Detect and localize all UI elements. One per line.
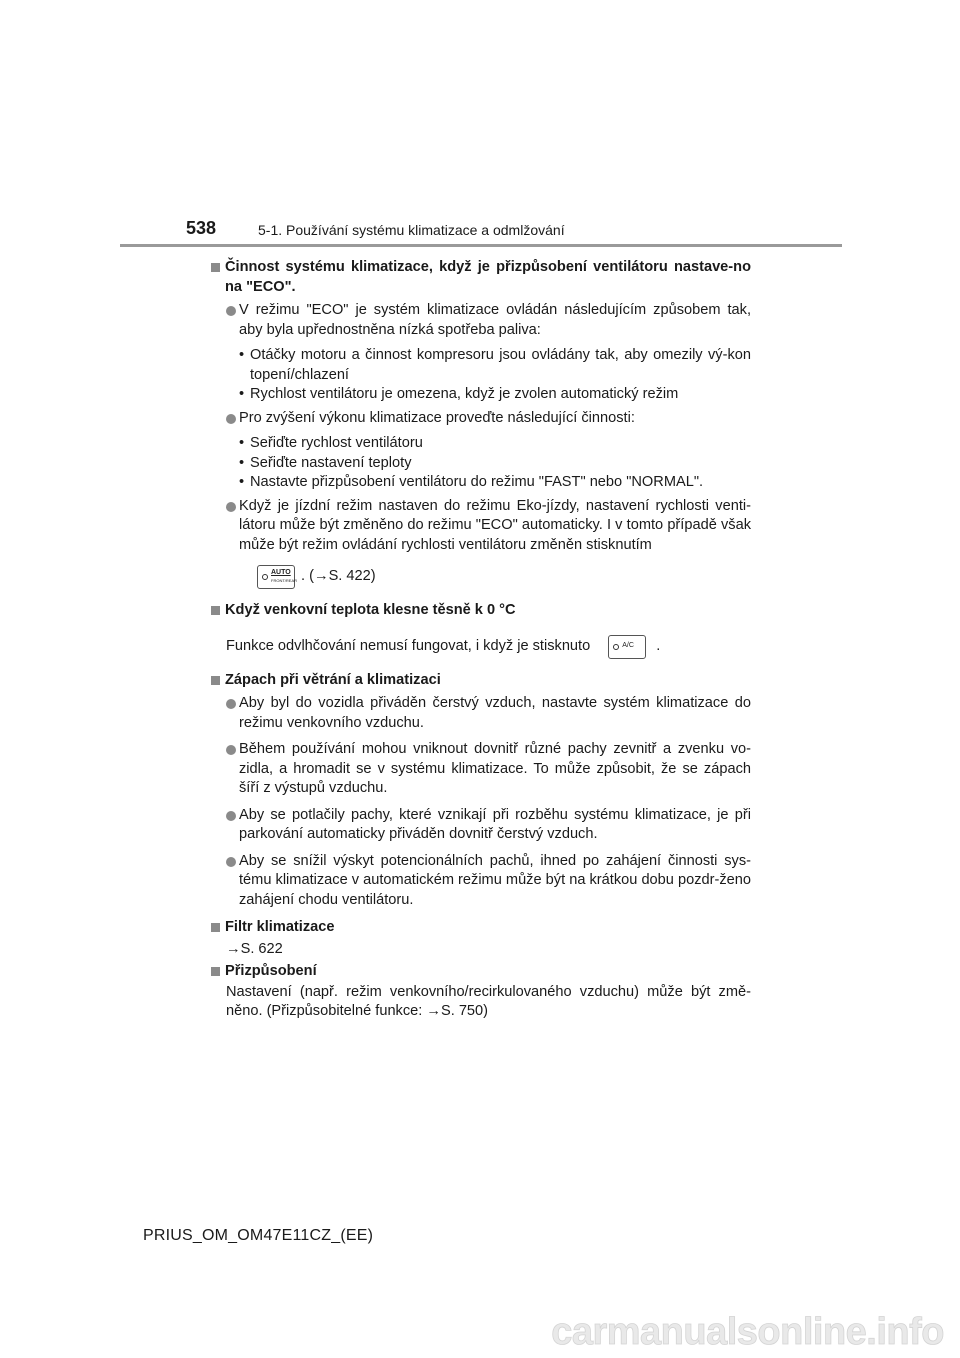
circle-bullet-icon: [226, 414, 236, 424]
list-item: [226, 740, 751, 799]
sub-list: [226, 434, 751, 493]
square-bullet-icon: [211, 923, 220, 932]
sentence-end: .: [656, 637, 661, 654]
section-body: [211, 301, 751, 591]
bullet-text: V režimu "ECO" je systém klimatizace ovládán následujícím způsobem tak, aby byla upřednostněna nízká spotřeba paliva:: [239, 302, 751, 338]
watermark: [0, 1300, 960, 1358]
section-text: [211, 633, 751, 661]
section-heading-text: Přizpůsobení: [225, 963, 317, 979]
section-body: [211, 694, 751, 910]
ac-button-icon: [608, 635, 646, 659]
circle-bullet-icon: [226, 502, 236, 512]
square-bullet-icon: [211, 263, 220, 272]
indicator-led-icon: [262, 574, 268, 580]
bullet-text: Aby byl do vozidla přiváděn čerstvý vzduch, nastavte systém klimatizace do režimu venkovního vzduchu.: [239, 695, 751, 731]
svg-text:carmanualsonline.info: carmanualsonline.info: [551, 1311, 944, 1353]
auto-button-icon: [257, 565, 295, 589]
section-heading: [211, 671, 751, 691]
sub-list: [226, 346, 751, 405]
list-item: [226, 301, 751, 340]
circle-bullet-icon: [226, 745, 236, 755]
circle-bullet-icon: [226, 306, 236, 316]
sub-list-item: • Nastavte přizpůsobení ventilátoru do režimu "FAST" nebo "NORMAL".: [239, 473, 751, 493]
bullet-text: Když je jízdní režim nastaven do režimu Eko-jízdy, nastavení rychlosti venti-látoru může být změněno do režimu "ECO" automaticky. I v tomto případě však může být režim ovládání rychlosti ventilátoru změněn stisknutím: [239, 497, 751, 553]
section-heading: [211, 918, 751, 938]
indicator-led-icon: [613, 644, 619, 650]
section-heading-text: Činnost systému klimatizace, když je přizpůsobení ventilátoru nastave-no na "ECO".: [225, 259, 751, 295]
sub-list-item: • Seřiďte rychlost ventilátoru: [239, 434, 751, 454]
list-item: [226, 409, 751, 429]
list-item: [226, 694, 751, 733]
auto-button-label: AUTO: [271, 569, 291, 576]
page-reference: →S. 622: [226, 940, 283, 957]
body-text: Nastavení (např. režim venkovního/recirkulovaného vzduchu) může být změ-něno. (Přizpůsobitelné funkce: →S. 750): [226, 983, 751, 1019]
list-item: [226, 806, 751, 845]
bullet-text: Pro zvýšení výkonu klimatizace proveďte následující činnosti:: [239, 409, 635, 426]
section-eco: [211, 258, 751, 591]
auto-button-reference: [226, 563, 751, 591]
bullet-text: Aby se potlačily pachy, které vznikají při rozběhu systému klimatizace, je při parkování automaticky přiváděn dovnitř čerstvý vzduch.: [239, 806, 751, 842]
page-content: [211, 252, 751, 1022]
header-divider: [120, 244, 842, 247]
section-customization: [211, 962, 751, 1022]
section-heading: [211, 601, 751, 621]
section-filter: [211, 918, 751, 959]
list-item: [226, 497, 751, 556]
list-item: [226, 852, 751, 911]
section-heading-text: Zápach při větrání a klimatizaci: [225, 671, 441, 688]
document-code: PRIUS_OM_OM47E11CZ_(EE): [143, 1227, 374, 1244]
page-header: [0, 0, 960, 250]
chapter-title: 5-1. Používání systému klimatizace a odmlžování: [258, 222, 565, 238]
section-heading-text: Filtr klimatizace: [225, 919, 335, 935]
circle-bullet-icon: [226, 811, 236, 821]
sub-list-item: • Otáčky motoru a činnost kompresoru jsou ovládány tak, aby omezily vý-kon topení/chlazení: [239, 346, 751, 385]
square-bullet-icon: [211, 606, 220, 615]
square-bullet-icon: [211, 967, 220, 976]
circle-bullet-icon: [226, 699, 236, 709]
page-reference: . (→S. 422): [301, 568, 376, 585]
section-heading-text: Když venkovní teplota klesne těsně k 0 °C: [225, 602, 516, 618]
ac-button-label: A/C: [622, 641, 634, 649]
sub-list-item: • Rychlost ventilátoru je omezena, když je zvolen automatický režim: [239, 385, 751, 405]
section-heading: [211, 962, 751, 982]
watermark-logo: [0, 1300, 960, 1358]
page-number: 538: [186, 218, 217, 238]
circle-bullet-icon: [226, 857, 236, 867]
section-odor: [211, 671, 751, 911]
body-text: Funkce odvlhčování nemusí fungovat, i když je stisknuto: [226, 637, 591, 654]
sub-list-item: • Seřiďte nastavení teploty: [239, 454, 751, 474]
square-bullet-icon: [211, 676, 220, 685]
section-cold: [211, 601, 751, 661]
bullet-text: Během používání mohou vniknout dovnitř různé pachy zevnitř a zvenku vo-zidla, a hromadit se v systému klimatizace. To může způsobit, že se zápach šíří z výstupů vzduchu.: [239, 741, 751, 796]
section-heading: [211, 258, 751, 297]
auto-button-sublabel: FRONT/REAR: [271, 578, 297, 583]
bullet-text: Aby se snížil výskyt potencionálních pachů, ihned po zahájení činnosti sys-tému klimatizace v automatickém režimu může být na krátkou dobu pozdr-ženo zahájení chodu ventilátoru.: [239, 852, 751, 908]
